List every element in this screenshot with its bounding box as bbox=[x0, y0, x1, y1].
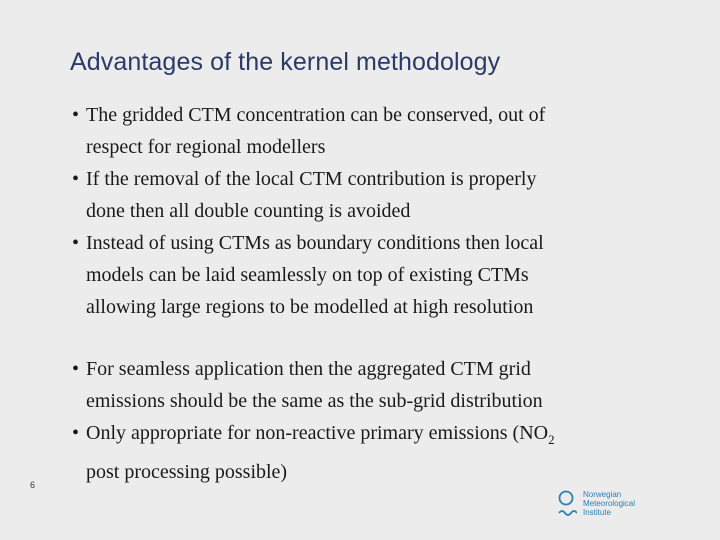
bullet-item bbox=[72, 417, 672, 488]
bullet-line: The gridded CTM concentration can be conserved, out of bbox=[86, 104, 546, 126]
bullet-line: post processing possible) bbox=[86, 461, 288, 483]
bullet-item bbox=[72, 163, 672, 227]
bullet-item bbox=[72, 353, 672, 417]
bullet-line: Instead of using CTMs as boundary conditions then local bbox=[86, 232, 544, 254]
bullet-line: emissions should be the same as the sub-grid distribution bbox=[86, 390, 543, 412]
bullet-dot: • bbox=[72, 358, 80, 380]
bullet-dot: • bbox=[72, 168, 80, 190]
bullet-line: models can be laid seamlessly on top of existing CTMs bbox=[86, 264, 529, 286]
bullet-item bbox=[72, 99, 672, 163]
bullet-dot: • bbox=[72, 422, 80, 444]
bullet-line: allowing large regions to be modelled at high resolution bbox=[86, 296, 534, 318]
bullet-line: If the removal of the local CTM contribution is properly bbox=[86, 168, 537, 190]
bullet-list-secondary bbox=[72, 353, 672, 488]
bullet-dot: • bbox=[72, 104, 80, 126]
bullet-item bbox=[72, 227, 672, 323]
bullet-line: For seamless application then the aggregated CTM grid bbox=[86, 358, 531, 380]
bullet-line bbox=[86, 417, 672, 456]
met-logo-icon bbox=[557, 490, 577, 520]
page-number: 6 bbox=[30, 480, 36, 490]
bullet-list-primary bbox=[72, 99, 672, 323]
bullet-line: done then all double counting is avoided bbox=[86, 200, 411, 222]
subscript-text: 2 bbox=[548, 432, 555, 447]
bullet-line: respect for regional modellers bbox=[86, 136, 326, 158]
met-institute-logo bbox=[557, 490, 635, 520]
slide-title: Advantages of the kernel methodology bbox=[70, 48, 501, 76]
logo-line: Institute bbox=[583, 508, 612, 517]
bullet-dot: • bbox=[72, 232, 80, 254]
logo-line: Norwegian bbox=[583, 490, 622, 499]
bullet-text: Only appropriate for non-reactive primary emissions (NO bbox=[86, 422, 549, 444]
logo-line: Meteorological bbox=[583, 499, 636, 508]
logo-text bbox=[583, 490, 635, 517]
